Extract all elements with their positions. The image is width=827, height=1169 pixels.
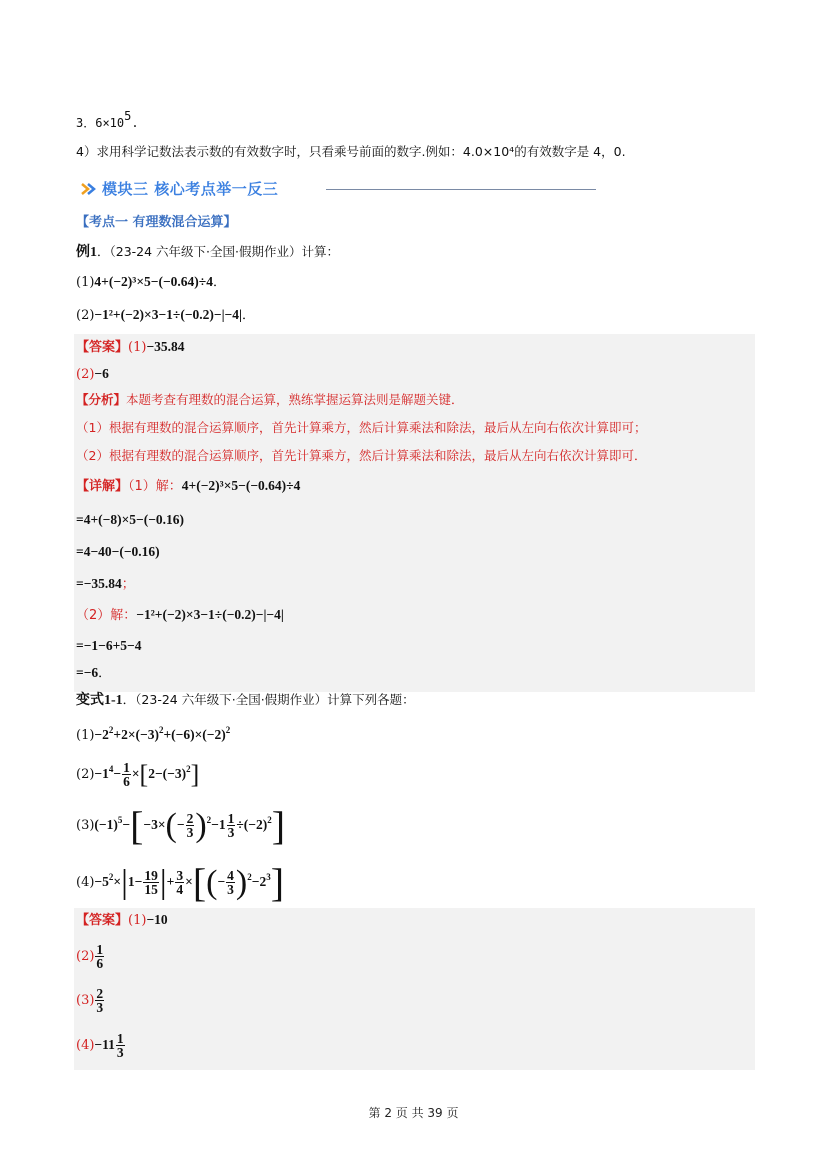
- answer2-a4-whole: −11: [94, 1037, 115, 1052]
- q2-expression: −1²+(−2)×3−1÷(−0.2)−|−4|: [94, 307, 242, 322]
- detail-line: [76, 477, 300, 496]
- sci-exponent: 5: [124, 109, 132, 123]
- double-chevron-icon: [80, 181, 98, 195]
- detail-1-expr: 4+(−2)³×5−(−0.64)÷4: [181, 478, 301, 493]
- example1-source: ．（23-24 六年级下·全国·假期作业）计算：: [97, 244, 339, 259]
- step-5: =−6: [76, 665, 99, 680]
- step-5-end: ．: [98, 666, 112, 681]
- example1-header: [76, 243, 339, 262]
- detail-tag: 【详解】: [76, 479, 129, 494]
- variant1-q3: [76, 798, 285, 848]
- answer2-a3: $\frac{2}{3}$: [96, 986, 104, 1015]
- module-heading: [80, 176, 278, 200]
- answer2-a2-prefix: (2): [76, 949, 95, 964]
- detail-2-line: [76, 606, 284, 625]
- variant1-source: ．（23-24 六年级下·全国·假期作业）计算下列各题：: [122, 692, 415, 707]
- v-q3-prefix: (3): [76, 818, 95, 833]
- answer2-tag: 【答案】: [76, 913, 129, 928]
- answer1-a1-prefix: (1): [128, 340, 147, 355]
- detail-1-label: （1）解：: [128, 479, 182, 494]
- v-q3-expression: $(-1)^5-[-3\times(-$ $\frac{2}{3}$ )$^2$−1 $\frac{1}{3}$ $\div(-2)^2$]: [94, 802, 286, 848]
- q2-prefix: (2): [76, 308, 95, 323]
- step-3-end: ；: [121, 577, 135, 592]
- step-3-line: [76, 575, 135, 594]
- answer2-a1: −10: [146, 912, 168, 927]
- q2-end: ．: [241, 308, 255, 323]
- step-5-line: [76, 664, 111, 683]
- variant1-q2: [76, 754, 199, 790]
- analysis-tag: 【分析】: [76, 393, 127, 407]
- answer2-line2: [76, 942, 105, 972]
- answer-box-2: [74, 908, 755, 1070]
- variant1-label: 变式1-1: [76, 693, 123, 708]
- analysis-text: 本题考查有理数的混合运算，熟练掌握运算法则是解题关键．: [126, 392, 464, 407]
- note-4: 4）求用科学记数法表示数的有效数字时，只看乘号前面的数字.例如：4.0×10⁴的有效数字是 4，0.: [76, 144, 626, 159]
- v-q1-expression: $-2^2+2\times(-3)^2+(-6)\times(-2)^2$: [94, 725, 231, 742]
- step-3: =−35.84: [76, 576, 122, 591]
- variant1-header: [76, 691, 415, 710]
- kaodian-title: 【考点一 有理数混合运算】: [76, 215, 237, 230]
- v-q1-prefix: (1): [76, 728, 95, 743]
- detail-2-expr: −1²+(−2)×3−1÷(−0.2)−|−4|: [136, 607, 284, 622]
- answer1-tag: 【答案】: [76, 340, 129, 355]
- step-2: =4−40−(−0.16): [76, 544, 160, 559]
- example1-q1: [76, 273, 226, 292]
- module-divider: [326, 189, 596, 190]
- answer1-a1: −35.84: [146, 339, 185, 354]
- analysis-1: （1）根据有理数的混合运算顺序，首先计算乘方，然后计算乘法和除法，最后从左向右依次计算即可；: [76, 420, 647, 435]
- answer2-a4-prefix: (4): [76, 1038, 95, 1053]
- detail-2-label: （2）解：: [76, 608, 137, 623]
- analysis-2: （2）根据有理数的混合运算顺序，首先计算乘方，然后计算乘法和除法，最后从左向右依次计算即可．: [76, 448, 647, 463]
- example1-label: 例1: [76, 245, 97, 260]
- step-1: =4+(−8)×5−(−0.16): [76, 512, 185, 527]
- answer2-a2: $\frac{1}{6}$: [96, 942, 104, 971]
- sci-end: .: [131, 116, 139, 130]
- answer2-a4-frac: $\frac{1}{3}$: [116, 1031, 124, 1060]
- v-q2-prefix: (2): [76, 767, 95, 782]
- answer2-line1: [76, 911, 168, 930]
- answer2-a1-prefix: (1): [128, 913, 147, 928]
- variant1-q1: [76, 721, 230, 745]
- v-q2-expression: $-1^4-$ $\frac{1}{6}$ $\times[2-(-3)^2]$: [94, 759, 200, 790]
- step-4: =−1−6+5−4: [76, 638, 142, 653]
- answer1-a2-prefix: (2): [76, 367, 95, 382]
- answer1-line1: [76, 338, 185, 357]
- answer1-a2: −6: [94, 366, 109, 381]
- module-title: 模块三 核心考点举一反三: [102, 179, 279, 198]
- q1-prefix: (1): [76, 275, 95, 290]
- answer2-line4: [76, 1030, 126, 1061]
- v-q4-prefix: (4): [76, 875, 95, 890]
- variant1-q4: [76, 855, 284, 905]
- sci-number: 3．6×10: [76, 116, 125, 130]
- q1-end: ．: [212, 275, 226, 290]
- analysis-line: [76, 391, 464, 409]
- answer2-a3-prefix: (3): [76, 993, 95, 1008]
- page-footer: 第 2 页 共 39 页: [368, 1106, 459, 1120]
- answer2-line3: [76, 986, 105, 1016]
- q1-expression: 4+(−2)³×5−(−0.64)÷4: [94, 274, 213, 289]
- v-q4-expression: $-5^2\times|1-$ $\frac{19}{15}$ |+ $\frac{3}{4}$ ×[(− $\frac{4}{3}$ )$^2-2^3$]: [94, 859, 285, 905]
- answer1-line2: [76, 365, 109, 384]
- sci-notation-line: [76, 107, 139, 132]
- example1-q2: [76, 306, 255, 325]
